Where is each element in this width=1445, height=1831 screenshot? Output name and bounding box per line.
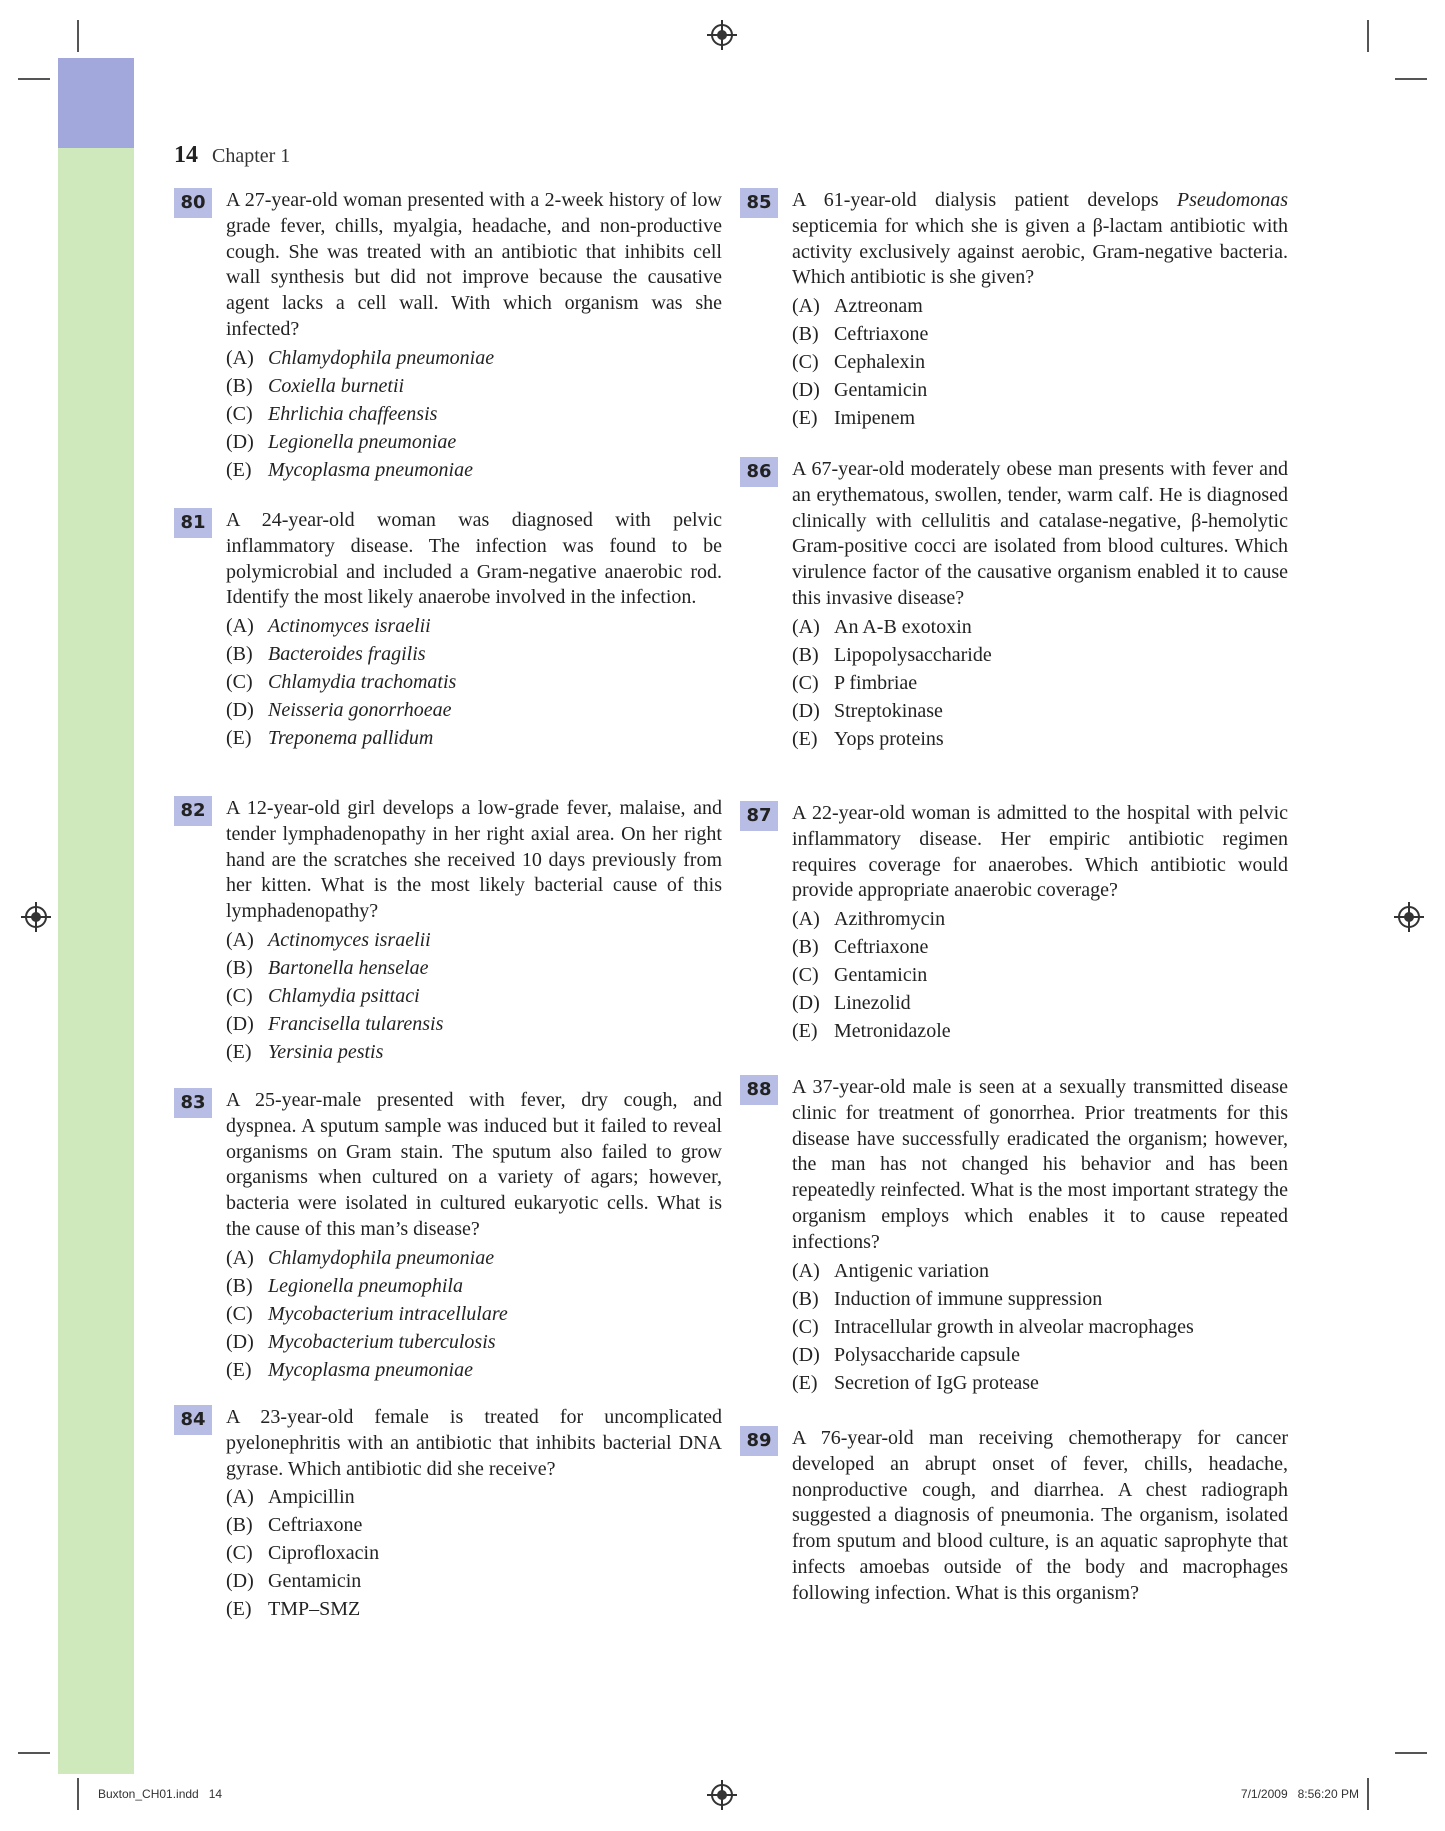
question-stem: A 61-year-old dialysis patient develops Pseudomonas septicemia for which she is given a β-lactam antibiotic with activity exclusively against aerobic, Gram-negative bacteria. Which antibiotic is she given?: [792, 189, 1288, 289]
margin-band-green: [58, 148, 134, 1774]
crop-mark: [18, 1752, 50, 1754]
page-number: 14: [174, 142, 198, 168]
answer-options: [792, 613, 1288, 753]
answer-option: (D) Mycobacterium tuberculosis: [226, 1330, 496, 1353]
answer-options: [792, 905, 1288, 1045]
crop-mark: [1367, 1778, 1369, 1810]
crop-mark: [1395, 78, 1427, 80]
answer-option: (E) Metronidazole: [792, 1020, 951, 1043]
answer-option: (A) Aztreonam: [792, 295, 923, 318]
organism-name: Pseudomonas: [1176, 189, 1288, 211]
answer-option: (B) Legionella pneumophila: [226, 1274, 463, 1297]
registration-mark-icon: [1398, 906, 1420, 928]
crop-mark: [1367, 20, 1369, 52]
question-number-badge: 84: [174, 1405, 212, 1435]
answer-options: [226, 926, 722, 1066]
question-number-badge: 81: [174, 508, 212, 538]
answer-option: (A) Ampicillin: [226, 1486, 355, 1509]
question-82: [174, 796, 722, 1066]
answer-option: (C) Ehrlichia chaffeensis: [226, 402, 438, 425]
answer-options: [226, 612, 722, 752]
answer-option: (B) Lipopolysaccharide: [792, 643, 992, 666]
footer-file-slug: Buxton_CH01.indd 14: [98, 1787, 223, 1801]
answer-option: (B) Induction of immune suppression: [792, 1287, 1103, 1310]
answer-option: (B) Ceftriaxone: [792, 323, 929, 346]
answer-option: (C) Mycobacterium intracellulare: [226, 1302, 508, 1325]
footer-timestamp: 7/1/2009 8:56:20 PM: [1240, 1787, 1359, 1801]
answer-option: (D) Linezolid: [792, 992, 911, 1015]
question-87: [740, 801, 1288, 1045]
registration-mark-icon: [25, 906, 47, 928]
answer-options: [226, 1483, 722, 1623]
question-stem: A 12-year-old girl develops a low-grade fever, malaise, and tender lymphadenopathy in her right axial area. On her right hand are the scratches she received 10 days previously from her kitten. What is the most likely bacterial cause of this lymphadenopathy?: [226, 797, 722, 923]
answer-option: (A) Chlamydophila pneumoniae: [226, 346, 495, 369]
question-86: [740, 457, 1288, 753]
question-number-badge: 86: [740, 457, 778, 487]
answer-option: (C) Intracellular growth in alveolar macrophages: [792, 1315, 1194, 1338]
question-85: [740, 188, 1288, 432]
answer-option: (A) Actinomyces israelii: [226, 928, 431, 951]
answer-option: (C) Cephalexin: [792, 351, 926, 374]
question-83: [174, 1088, 722, 1384]
answer-option: (C) Chlamydia psittaci: [226, 984, 420, 1007]
question-stem: A 67-year-old moderately obese man presents with fever and an erythematous, swollen, tender, warm calf. He is diagnosed clinically with cellulitis and catalase-negative, β-hemolytic Gram-positive cocci are isolated from blood cultures. Which virulence factor of the causative organism enabled it to cause this invasive disease?: [792, 458, 1288, 609]
question-88: [740, 1075, 1288, 1397]
answer-option: (E) Secretion of IgG protease: [792, 1371, 1039, 1394]
answer-option: (E) Mycoplasma pneumoniae: [226, 1358, 473, 1381]
answer-option: (E) Imipenem: [792, 407, 916, 430]
crop-mark: [1395, 1752, 1427, 1754]
answer-option: (B) Bartonella henselae: [226, 956, 429, 979]
crop-mark: [77, 1778, 79, 1810]
registration-mark-icon: [711, 24, 733, 46]
crop-mark: [77, 20, 79, 52]
question-number-badge: 83: [174, 1088, 212, 1118]
question-stem: A 22-year-old woman is admitted to the hospital with pelvic inflammatory disease. Her empiric antibiotic regimen requires coverage for anaerobes. Which antibiotic would provide appropriate anaerobic coverage?: [792, 802, 1288, 902]
answer-option: (A) An A-B exotoxin: [792, 615, 972, 638]
answer-option: (B) Coxiella burnetii: [226, 374, 405, 397]
answer-option: (A) Antigenic variation: [792, 1259, 989, 1282]
answer-options: [226, 1244, 722, 1384]
answer-option: (E) Yops proteins: [792, 727, 944, 750]
answer-option: (D) Gentamicin: [226, 1570, 362, 1593]
answer-option: (C) Ciprofloxacin: [226, 1542, 380, 1565]
answer-options: [792, 1257, 1288, 1397]
answer-option: (C) P fimbriae: [792, 671, 918, 694]
question-number-badge: 87: [740, 801, 778, 831]
answer-option: (E) TMP–SMZ: [226, 1598, 361, 1621]
answer-options: [792, 292, 1288, 432]
page-header: [174, 142, 290, 169]
answer-options: [226, 344, 722, 484]
question-number-badge: 85: [740, 188, 778, 218]
answer-option: (C) Gentamicin: [792, 964, 928, 987]
question-stem: A 23-year-old female is treated for uncomplicated pyelonephritis with an antibiotic that inhibits bacterial DNA gyrase. Which antibiotic did she receive?: [226, 1406, 722, 1480]
chapter-title: Chapter 1: [212, 145, 291, 167]
answer-option: (B) Ceftriaxone: [792, 936, 929, 959]
question-number-badge: 80: [174, 188, 212, 218]
question-stem: A 24-year-old woman was diagnosed with pelvic inflammatory disease. The infection was found to be polymicrobial and included a Gram-negative anaerobic rod. Identify the most likely anaerobe involved in the infection.: [226, 509, 722, 609]
question-stem: A 27-year-old woman presented with a 2-week history of low grade fever, chills, myalgia, headache, and non-productive cough. She was treated with an antibiotic that inhibits cell wall synthesis but did not improve because the causative agent lacks a cell wall. With which organism was she infected?: [226, 189, 722, 340]
answer-option: (D) Polysaccharide capsule: [792, 1343, 1021, 1366]
answer-option: (A) Actinomyces israelii: [226, 615, 431, 638]
question-stem: A 76-year-old man receiving chemotherapy for cancer developed an abrupt onset of fever, chills, headache, nonproductive cough, and diarrhea. A chest radiograph suggested a diagnosis of pneumonia. The organism, isolated from sputum and blood culture, is an aquatic saprophyte that infects amoebas outside of the body and macrophages following infection. What is this organism?: [792, 1427, 1288, 1604]
answer-option: (E) Yersinia pestis: [226, 1040, 384, 1063]
answer-option: (E) Treponema pallidum: [226, 727, 434, 750]
answer-option: (B) Ceftriaxone: [226, 1514, 363, 1537]
question-number-badge: 82: [174, 796, 212, 826]
answer-option: (D) Neisseria gonorrhoeae: [226, 699, 452, 722]
question-80: [174, 188, 722, 484]
chapter-tab-blue: [58, 58, 134, 148]
question-stem: A 37-year-old male is seen at a sexually transmitted disease clinic for treatment of gonorrhea. Prior treatments for this disease have successfully eradicated the organism; however, the man has not changed his behavior and has been repeatedly reinfected. What is the most important strategy the organism employs which enables it to cause repeated infections?: [792, 1076, 1288, 1253]
answer-option: (A) Chlamydophila pneumoniae: [226, 1246, 495, 1269]
answer-option: (A) Azithromycin: [792, 908, 946, 931]
answer-option: (D) Streptokinase: [792, 699, 943, 722]
question-stem: A 25-year-male presented with fever, dry cough, and dyspnea. A sputum sample was induced but it failed to reveal organisms on Gram stain. The sputum also failed to grow organisms when cultured on a variety of agars; however, bacteria were isolated in cultured eukaryotic cells. What is the cause of this man’s disease?: [226, 1089, 722, 1240]
question-number-badge: 88: [740, 1075, 778, 1105]
registration-mark-icon: [711, 1784, 733, 1806]
crop-mark: [18, 78, 50, 80]
answer-option: (C) Chlamydia trachomatis: [226, 671, 457, 694]
question-89: [740, 1426, 1288, 1607]
answer-option: (B) Bacteroides fragilis: [226, 643, 426, 666]
question-84: [174, 1405, 722, 1623]
answer-option: (D) Gentamicin: [792, 379, 928, 402]
answer-option: (D) Legionella pneumoniae: [226, 430, 457, 453]
question-81: [174, 508, 722, 752]
answer-option: (D) Francisella tularensis: [226, 1012, 444, 1035]
question-number-badge: 89: [740, 1426, 778, 1456]
answer-option: (E) Mycoplasma pneumoniae: [226, 458, 473, 481]
